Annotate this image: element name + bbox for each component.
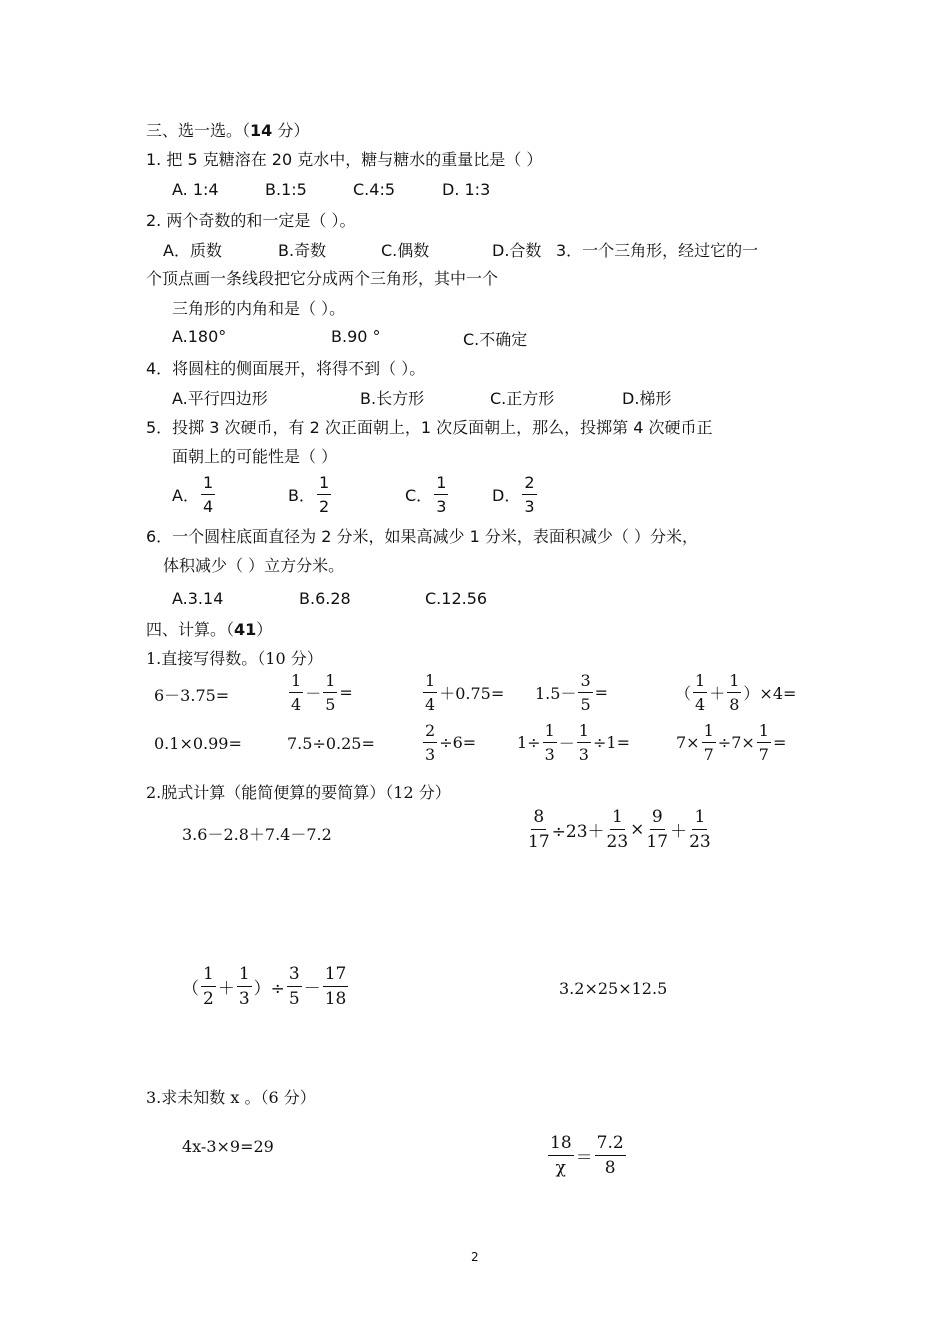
- fraction: $\frac{1}{23}$: [606, 807, 629, 852]
- q5-option-c: C． $\frac{1}{3}$: [405, 473, 447, 516]
- fraction: $\frac{17}{18}$: [324, 964, 347, 1009]
- q5-option-a: A． $\frac{1}{4}$: [172, 473, 214, 516]
- fraction: $\frac{7.2}{8}$: [596, 1133, 624, 1178]
- page-number: 2: [471, 1250, 479, 1264]
- fraction: $\frac{1}{4}$: [695, 671, 706, 714]
- calc-r2c4: 1÷ $\frac{1}{3}$ － $\frac{1}{3}$ ÷1=: [517, 721, 630, 764]
- expr-4: 3.2×25×12.5: [559, 979, 668, 998]
- q1-text: 1. 把 5 克糖溶在 20 克水中，糖与糖水的重量比是（ ）: [146, 150, 543, 169]
- q6-text-line1: 6．一个圆柱底面直径为 2 分米，如果高减少 1 分米，表面积减少（ ）分米，: [146, 527, 698, 546]
- q2-text: 2. 两个奇数的和一定是（ ）。: [146, 211, 356, 230]
- part2-title: 2.脱式计算（能简便算的要简算）（12 分）: [146, 783, 451, 802]
- q1-option-d: D. 1:3: [442, 180, 491, 199]
- fraction: $\frac{1}{2}$: [318, 473, 330, 516]
- equation-1: 4x-3×9=29: [182, 1137, 274, 1156]
- fraction: $\frac{2}{3}$: [524, 473, 535, 516]
- fraction: $\frac{9}{17}$: [646, 807, 669, 852]
- q5-text-line1: 5．投掷 3 次硬币，有 2 次正面朝上，1 次反面朝上，那么，投掷第 4 次硬币正: [146, 418, 713, 437]
- part3-title: 3.求未知数 x 。（6 分）: [146, 1088, 316, 1107]
- calc-r1c1: 6－3.75=: [154, 686, 230, 705]
- fraction: $\frac{1}{3}$: [578, 721, 589, 764]
- q3-option-c: C.不确定: [463, 330, 528, 349]
- q3-text-line3: 三角形的内角和是（ ）。: [172, 299, 346, 318]
- q2-option-b: B.奇数: [278, 241, 327, 260]
- fraction: $\frac{3}{5}$: [288, 964, 300, 1009]
- q4-option-a: A.平行四边形: [172, 389, 268, 408]
- calc-r1c2: $\frac{1}{4}$ － $\frac{1}{5}$ =: [291, 671, 353, 714]
- fraction: $\frac{1}{23}$: [689, 807, 711, 852]
- fraction: $\frac{18}{\chi}$: [550, 1133, 572, 1178]
- q5-text-line2: 面朝上的可能性是（ ）: [172, 447, 338, 466]
- fraction: $\frac{1}{2}$: [203, 964, 214, 1009]
- calc-r2c5: 7× $\frac{1}{7}$ ÷7× $\frac{1}{7}$ =: [676, 721, 787, 764]
- q2-option-a: A．质数: [163, 241, 222, 260]
- q6-option-b: B.6.28: [299, 589, 351, 608]
- section-4-title: 四、计算。（41）: [146, 620, 273, 639]
- fraction: $\frac{1}{3}$: [436, 473, 447, 516]
- q6-option-a: A.3.14: [172, 589, 224, 608]
- expr-1: 3.6－2.8＋7.4－7.2: [182, 825, 332, 844]
- fraction: $\frac{3}{5}$: [580, 671, 591, 714]
- q2-option-d: D.合数: [492, 241, 542, 260]
- calc-r1c3: $\frac{1}{4}$ ＋0.75=: [425, 671, 505, 714]
- q4-option-b: B.长方形: [360, 389, 425, 408]
- fraction: $\frac{1}{3}$: [544, 721, 555, 764]
- q6-text-line2: 体积减少（ ）立方分米。: [163, 556, 345, 575]
- q3-option-b: B.90 °: [331, 327, 381, 346]
- fraction: $\frac{1}{7}$: [758, 721, 769, 764]
- q5-option-b: B． $\frac{1}{2}$: [288, 473, 330, 516]
- calc-r2c2: 7.5÷0.25=: [287, 734, 375, 753]
- fraction: $\frac{1}{5}$: [325, 671, 336, 714]
- section-3-title: 三、选一选。（14 分）: [146, 121, 310, 140]
- q3-text-line1: 3．一个三角形，经过它的一: [556, 241, 759, 260]
- q1-option-a: A. 1:4: [172, 180, 219, 199]
- q4-option-d: D.梯形: [622, 389, 672, 408]
- equation-2: $\frac{18}{\chi}$ ＝ $\frac{7.2}{8}$: [550, 1133, 624, 1178]
- q1-option-c: C.4:5: [353, 180, 396, 199]
- fraction: $\frac{1}{3}$: [238, 964, 250, 1009]
- q1-option-b: B.1:5: [265, 180, 307, 199]
- q4-text: 4．将圆柱的侧面展开，将得不到（ ）。: [146, 359, 426, 378]
- calc-r2c3: $\frac{2}{3}$ ÷6=: [425, 721, 477, 764]
- fraction: $\frac{1}{4}$: [291, 671, 302, 714]
- q3-option-a: A.180°: [172, 327, 227, 346]
- expr-2: $\frac{8}{17}$ ÷23＋ $\frac{1}{23}$ × $\frac{9}{17}$ ＋ $\frac{1}{23}$: [528, 807, 711, 852]
- fraction: $\frac{8}{17}$: [528, 807, 550, 852]
- fraction: $\frac{1}{4}$: [202, 473, 214, 516]
- expr-3: （ $\frac{1}{2}$ ＋ $\frac{1}{3}$ ）÷ $\frac{3}{5}$ － $\frac{17}{18}$: [182, 964, 347, 1009]
- fraction: $\frac{1}{8}$: [729, 671, 740, 714]
- fraction: $\frac{1}{4}$: [425, 671, 436, 714]
- calc-r1c4: 1.5－ $\frac{3}{5}$ =: [535, 671, 609, 714]
- q4-option-c: C.正方形: [490, 389, 555, 408]
- part1-title: 1.直接写得数。（10 分）: [146, 649, 323, 668]
- calc-r1c5: （ $\frac{1}{4}$ ＋ $\frac{1}{8}$ ）×4=: [675, 671, 797, 714]
- q6-option-c: C.12.56: [425, 589, 488, 608]
- q5-option-d: D． $\frac{2}{3}$: [492, 473, 535, 516]
- fraction: $\frac{2}{3}$: [425, 721, 436, 764]
- q3-text-line2: 个顶点画一条线段把它分成两个三角形，其中一个: [146, 269, 499, 288]
- calc-r2c1: 0.1×0.99=: [154, 734, 242, 753]
- q2-option-c: C.偶数: [381, 241, 430, 260]
- fraction: $\frac{1}{7}$: [703, 721, 714, 764]
